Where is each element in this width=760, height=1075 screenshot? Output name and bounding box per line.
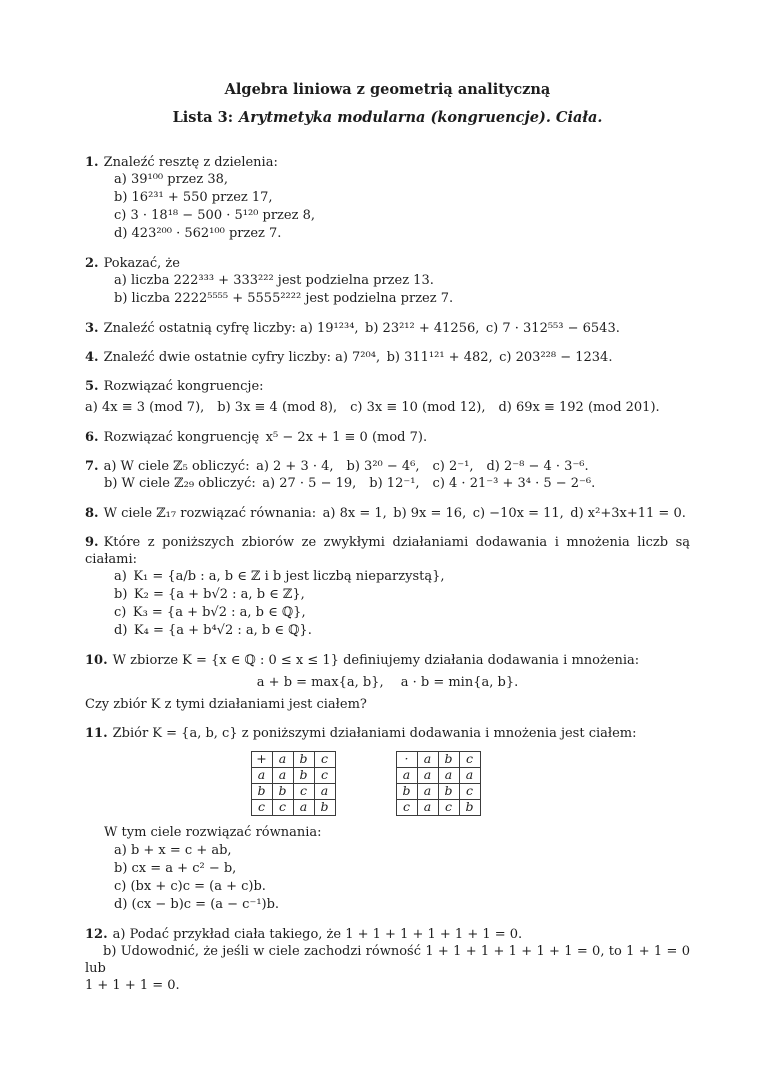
table-row	[251, 768, 335, 784]
document-title: Algebra liniowa z geometrią analityczną	[224, 81, 551, 98]
problem-10-lead	[85, 652, 690, 669]
problem-part-b-line1: b) Udowodnić, że jeśli w ciele zachodzi równość 1 + 1 + 1 + 1 + 1 + 1 = 0, to 1 + 1 = 0 lub	[85, 944, 690, 976]
problem-item: a) b + x = c + ab,	[114, 843, 232, 858]
table-cell: a	[417, 784, 438, 800]
problem-7-lead	[85, 458, 690, 475]
table-cell: +	[251, 752, 272, 768]
problem-2-lead	[85, 255, 690, 272]
table-cell: a	[459, 768, 480, 784]
document-subtitle	[85, 109, 690, 127]
problem-item: a) liczba 222³³³ + 333²²² jest podzielna przez 13.	[114, 273, 434, 288]
table-cell: b	[272, 784, 293, 800]
table-cell: a	[251, 768, 272, 784]
table-cell: c	[438, 800, 459, 816]
problem-1-lead	[85, 154, 690, 171]
problem-9	[85, 534, 690, 640]
problem-item: d) (cx − b)c = (a − c⁻¹)b.	[114, 897, 280, 912]
operation-tables	[63, 751, 668, 816]
table-cell: a	[272, 752, 293, 768]
problem-6	[85, 429, 690, 446]
operations-equation: a + b = max{a, b}, a · b = min{a, b}.	[256, 675, 519, 690]
table-cell: b	[293, 768, 314, 784]
problem-item: b) cx = a + c² − b,	[114, 861, 237, 876]
table-cell: a	[417, 752, 438, 768]
problem-intro: Zbiór K = {a, b, c} z poniższymi działaniami dodawania i mnożenia jest ciałem:	[112, 726, 637, 741]
table-cell: c	[251, 800, 272, 816]
problem-number: 2.	[85, 256, 99, 271]
problem-intro: Rozwiązać kongruencję x⁵ − 2x + 1 ≡ 0 (mod 7).	[103, 430, 428, 445]
table-row	[251, 800, 335, 816]
problem-number: 10.	[85, 653, 108, 668]
table-cell: ·	[396, 752, 417, 768]
problem-5	[85, 378, 690, 417]
table-row	[396, 768, 480, 784]
problem-3	[85, 320, 690, 337]
problem-intro: W zbiorze K = {x ∈ ℚ : 0 ≤ x ≤ 1} definiujemy działania dodawania i mnożenia:	[112, 653, 640, 668]
table-cell: b	[438, 752, 459, 768]
table-cell: c	[396, 800, 417, 816]
table-row	[396, 800, 480, 816]
problem-9-items	[114, 568, 690, 640]
problem-item: a) K₁ = {a/b : a, b ∈ ℤ i b jest liczbą nieparzystą},	[114, 569, 445, 584]
problem-question: Czy zbiór K z tymi działaniami jest ciałem?	[85, 697, 367, 712]
problem-part-b: b) W ciele ℤ₂₉ obliczyć: a) 27 · 5 − 19, b) 12⁻¹, c) 4 · 21⁻³ + 3⁴ · 5 − 2⁻⁶.	[104, 476, 596, 491]
problem-11-items	[114, 842, 690, 914]
table-cell: a	[417, 768, 438, 784]
table-cell: b	[314, 800, 335, 816]
problem-10	[85, 652, 690, 713]
table-cell: c	[459, 752, 480, 768]
table-cell: a	[396, 768, 417, 784]
problem-item: b) 16²³¹ + 550 przez 17,	[114, 190, 273, 205]
problem-9-lead	[85, 534, 690, 551]
problem-intro: Znaleźć dwie ostatnie cyfry liczby: a) 7²⁰⁴, b) 311¹²¹ + 482, c) 203²²⁸ − 1234.	[103, 350, 613, 365]
problem-8	[85, 505, 690, 522]
problem-2	[85, 255, 690, 308]
table-cell: b	[459, 800, 480, 816]
problem-item: c) (bx + c)c = (a + c)b.	[114, 879, 266, 894]
problem-item: d) K₄ = {a + b⁴√2 : a, b ∈ ℚ}.	[114, 623, 312, 638]
problem-7	[85, 458, 690, 493]
problem-4-lead	[85, 349, 690, 366]
addition-table	[251, 751, 336, 816]
table-row	[396, 752, 480, 768]
problem-8-lead	[85, 505, 690, 522]
table-cell: c	[272, 800, 293, 816]
problem-part-a: a) W ciele ℤ₅ obliczyć: a) 2 + 3 · 4, b) 3²⁰ − 4⁶, c) 2⁻¹, d) 2⁻⁸ − 4 · 3⁻⁶.	[103, 459, 589, 474]
problem-number: 3.	[85, 321, 99, 336]
problem-intro: Rozwiązać kongruencje:	[103, 379, 264, 394]
table-cell: c	[314, 768, 335, 784]
problem-5-lead	[85, 378, 690, 395]
problem-part-a: a) Podać przykład ciała takiego, że 1 + 1 + 1 + 1 + 1 + 1 = 0.	[112, 927, 523, 942]
problem-1	[85, 154, 690, 243]
table-cell: a	[314, 784, 335, 800]
problem-number: 5.	[85, 379, 99, 394]
problem-item: b) K₂ = {a + b√2 : a, b ∈ ℤ},	[114, 587, 305, 602]
table-cell: c	[293, 784, 314, 800]
problem-item: b) liczba 2222⁵⁵⁵⁵ + 5555²²²² jest podzielna przez 7.	[114, 291, 454, 306]
problem-intro: Pokazać, że	[103, 256, 180, 271]
problem-2-items	[114, 272, 690, 308]
problem-number: 7.	[85, 459, 99, 474]
solve-equations-intro: W tym ciele rozwiązać równania:	[104, 825, 322, 840]
problem-intro-line1: Które z poniższych zbiorów ze zwykłymi działaniami dodawania i mnożenia liczb są	[103, 535, 690, 550]
problem-intro-line2: ciałami:	[85, 552, 138, 567]
problem-intro: Znaleźć resztę z dzielenia:	[103, 155, 278, 170]
multiplication-table	[396, 751, 481, 816]
problem-number: 9.	[85, 535, 99, 550]
problem-12	[85, 926, 690, 994]
table-cell: b	[396, 784, 417, 800]
problem-3-lead	[85, 320, 690, 337]
subtitle-list-label: Lista 3:	[172, 109, 234, 126]
problem-number: 1.	[85, 155, 99, 170]
table-cell: c	[314, 752, 335, 768]
table-cell: a	[417, 800, 438, 816]
problem-4	[85, 349, 690, 366]
table-cell: c	[459, 784, 480, 800]
problem-item: c) 3 · 18¹⁸ − 500 · 5¹²⁰ przez 8,	[114, 208, 315, 223]
table-cell: a	[293, 800, 314, 816]
problem-12-lead	[85, 926, 690, 943]
table-row	[396, 784, 480, 800]
problem-part-b-line2: 1 + 1 + 1 = 0.	[85, 978, 180, 993]
table-cell: a	[272, 768, 293, 784]
problem-intro: W ciele ℤ₁₇ rozwiązać równania: a) 8x = 1, b) 9x = 16, c) −10x = 11, d) x²+3x+11 = 0.	[103, 506, 686, 521]
problem-item: d) 423²⁰⁰ · 562¹⁰⁰ przez 7.	[114, 226, 282, 241]
problem-item: c) K₃ = {a + b√2 : a, b ∈ ℚ},	[114, 605, 306, 620]
problem-6-lead	[85, 429, 690, 446]
table-row	[251, 752, 335, 768]
problem-1-items	[114, 171, 690, 243]
table-cell: b	[251, 784, 272, 800]
congruence-list: a) 4x ≡ 3 (mod 7), b) 3x ≡ 4 (mod 8), c) 3x ≡ 10 (mod 12), d) 69x ≡ 192 (mod 201).	[85, 400, 660, 415]
table-row	[251, 784, 335, 800]
subtitle-topic: Arytmetyka modularna (kongruencje). Ciała.	[239, 109, 603, 126]
problem-11-lead	[85, 725, 690, 742]
problem-number: 8.	[85, 506, 99, 521]
problem-number: 6.	[85, 430, 99, 445]
table-cell: b	[293, 752, 314, 768]
problem-11	[85, 725, 690, 914]
problem-item: a) 39¹⁰⁰ przez 38,	[114, 172, 228, 187]
table-cell: a	[438, 768, 459, 784]
problem-intro: Znaleźć ostatnią cyfrę liczby: a) 19¹²³⁴, b) 23²¹² + 41256, c) 7 · 312⁵⁵³ − 6543.	[103, 321, 620, 336]
problem-number: 4.	[85, 350, 99, 365]
table-cell: b	[438, 784, 459, 800]
problem-number: 12.	[85, 927, 108, 942]
problem-number: 11.	[85, 726, 108, 741]
